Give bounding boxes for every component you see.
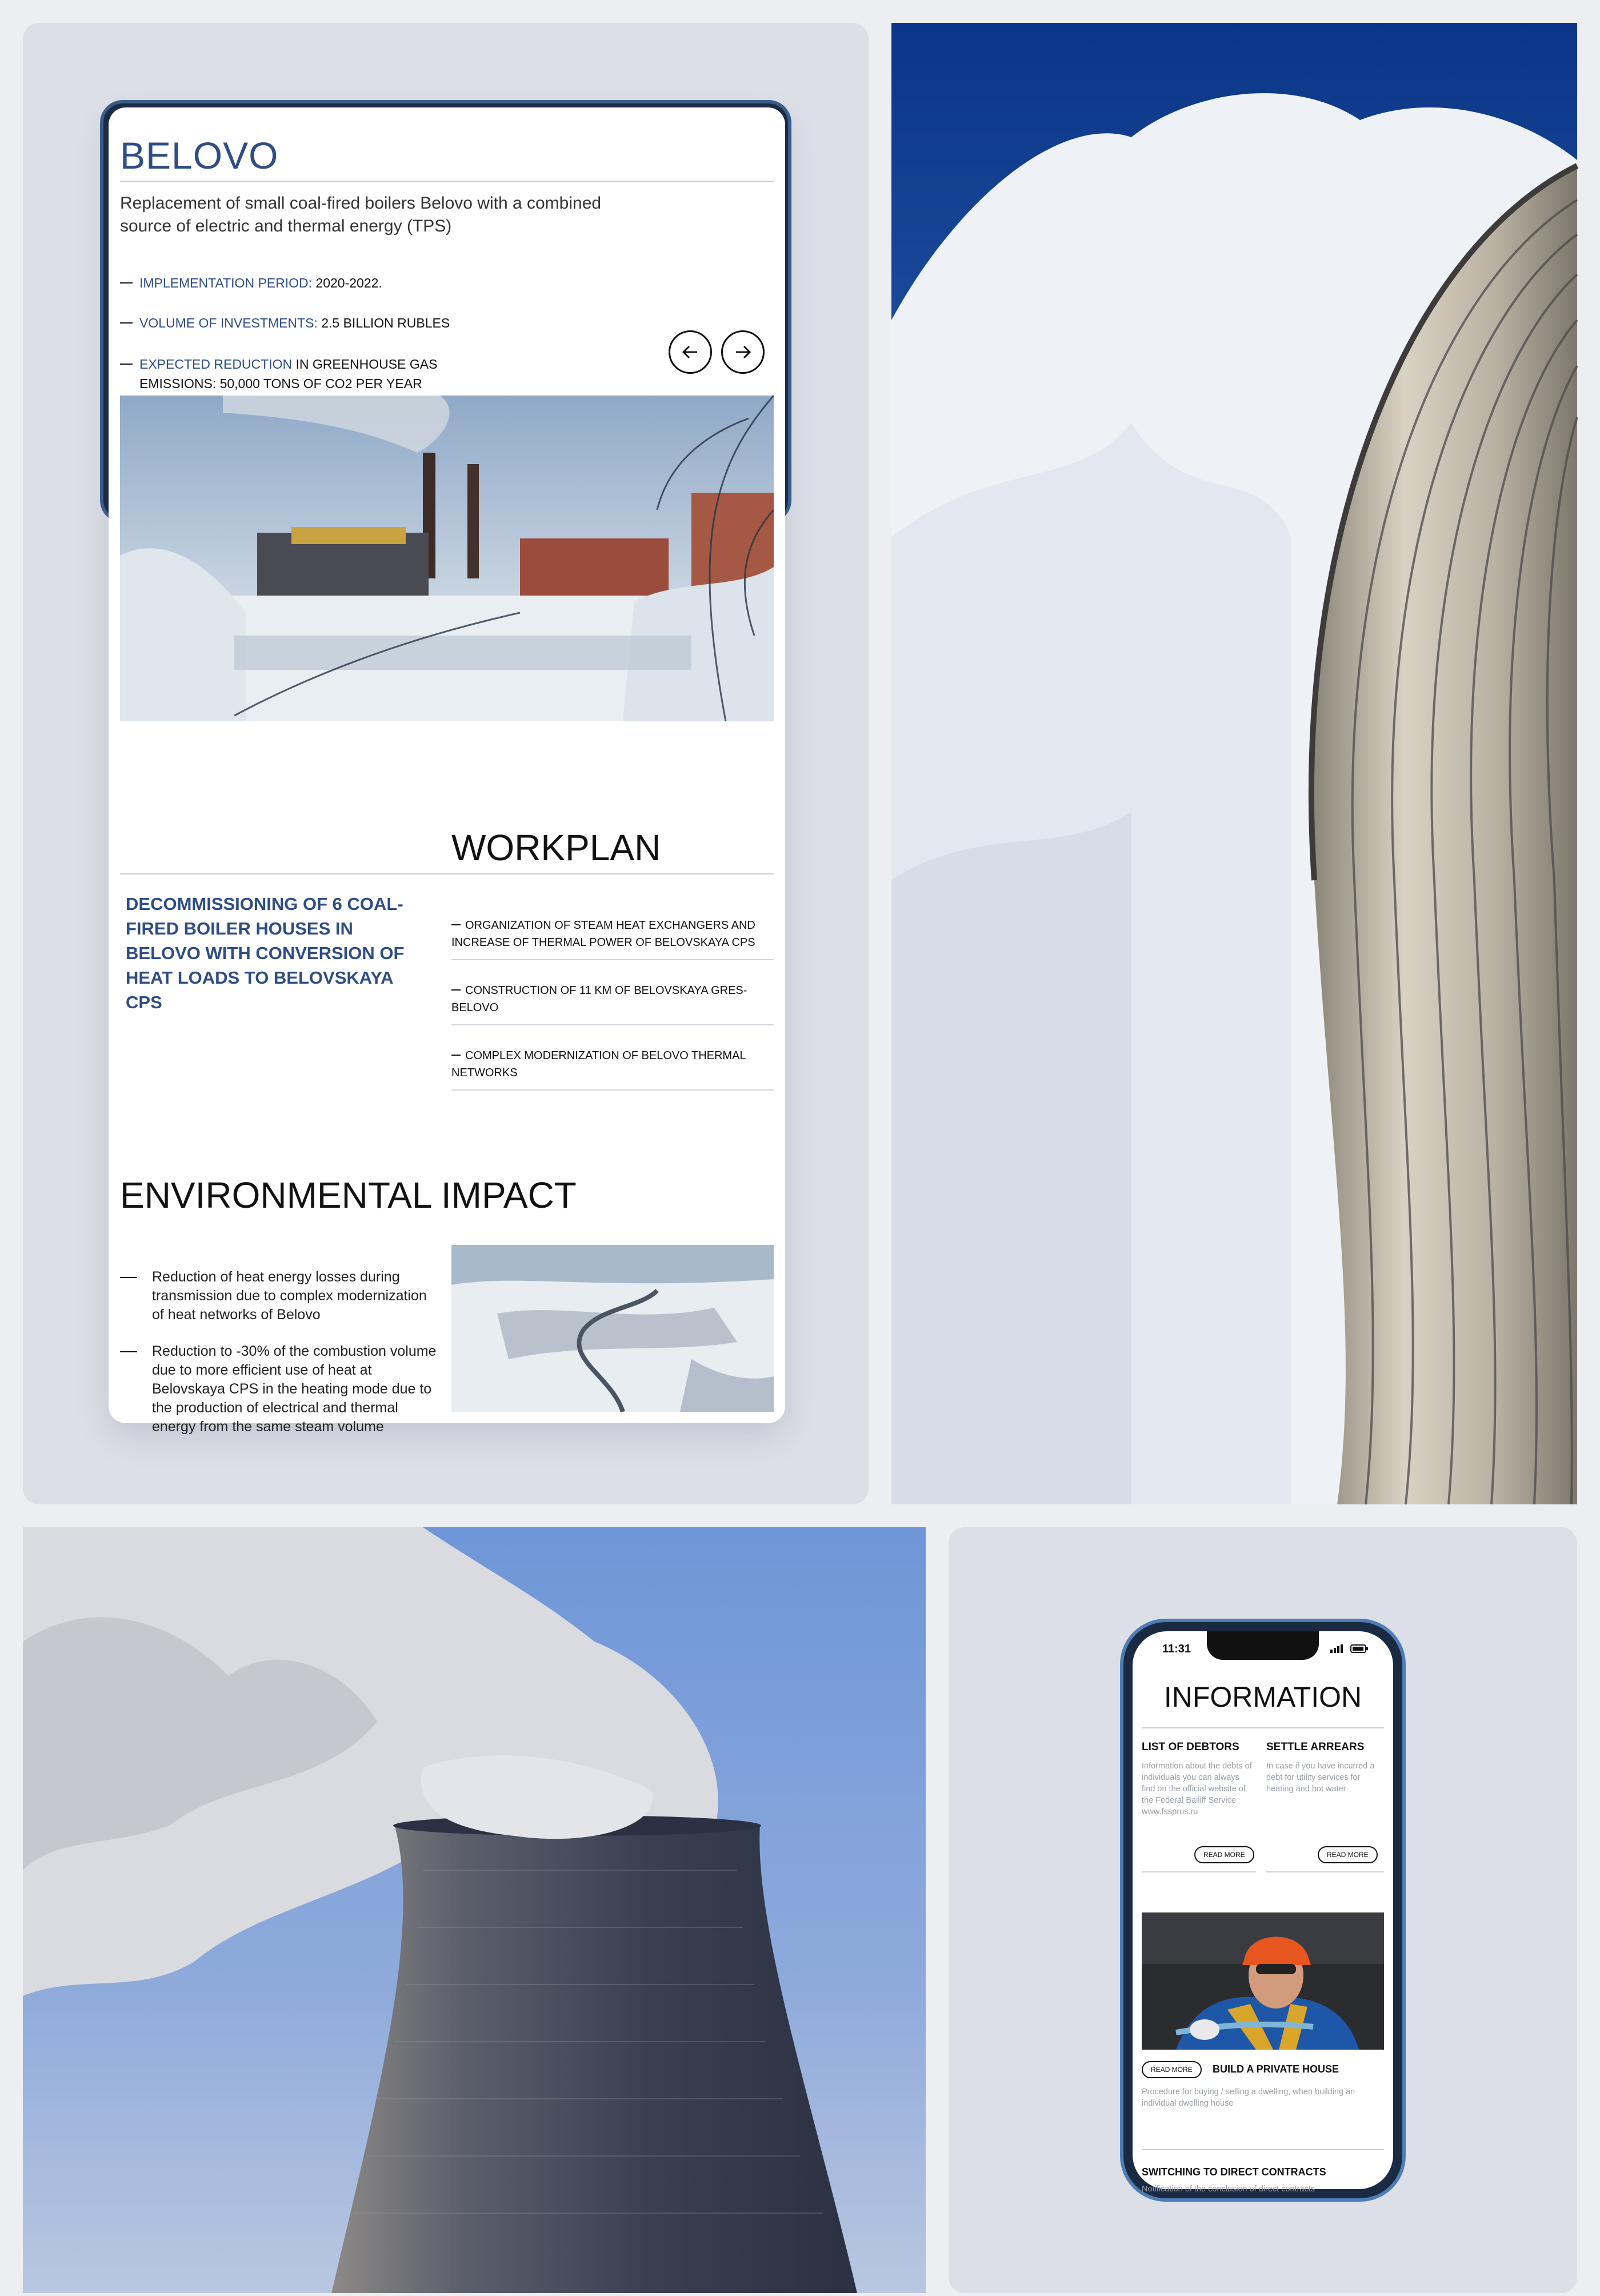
divider xyxy=(1142,1871,1256,1872)
phone-notch xyxy=(1207,1631,1319,1660)
arrow-left-icon xyxy=(679,341,702,364)
next-arrow-button[interactable] xyxy=(721,330,765,374)
stat-value: 2020-2022. xyxy=(312,275,382,290)
workplan-item-text: CONSTRUCTION OF 11 KM OF BELOVSKAYA GRES-BELOVO xyxy=(451,984,747,1014)
stat-label: VOLUME OF INVESTMENTS: xyxy=(139,316,318,330)
stat-investments xyxy=(120,313,520,333)
aerial-snow-landscape-photo xyxy=(451,1245,774,1412)
tablet-screen xyxy=(109,107,785,1435)
information-title: INFORMATION xyxy=(1163,1681,1362,1713)
divider xyxy=(1266,1871,1384,1872)
environment-item-text: Reduction to -30% of the combustion volume due to more efficient use of heat at Belovskaya CPS in the heating mode due to the production of electrical and thermal energy from the same steam volume xyxy=(152,1343,437,1435)
cooling-towers-steam-photo xyxy=(23,1527,926,2293)
bottom-heading: SWITCHING TO DIRECT CONTRACTS xyxy=(1142,2166,1326,2178)
stat-value: IN GREENHOUSE GAS EMISSIONS: 50,000 TONS OF CO2 PER YEAR xyxy=(139,357,438,391)
read-more-debtors-button[interactable]: READ MORE xyxy=(1194,1846,1254,1863)
environment-item-text: Reduction of heat energy losses during transmission due to complex modernization of heat networks of Belovo xyxy=(152,1269,427,1323)
workplan-item xyxy=(451,982,774,1025)
feature-heading: BUILD A PRIVATE HOUSE xyxy=(1213,2063,1339,2075)
phone-mockup-panel xyxy=(949,1527,1577,2293)
signal-battery-icon xyxy=(1330,1643,1370,1654)
stat-value: 2.5 BILLION RUBLES xyxy=(317,316,450,330)
phone-screen xyxy=(1133,1631,1393,2194)
stat-label: IMPLEMENTATION PERIOD: xyxy=(139,275,313,290)
workplan-title: WORKPLAN xyxy=(451,827,661,868)
workplan-item-text: ORGANIZATION OF STEAM HEAT EXCHANGERS AND INCREASE OF THERMAL POWER OF BELOVSKAYA CPS xyxy=(451,919,755,949)
status-icons xyxy=(1330,1643,1370,1657)
divider xyxy=(1142,1727,1384,1728)
workplan-item xyxy=(451,917,774,960)
divider xyxy=(120,181,774,182)
prev-arrow-button[interactable] xyxy=(669,330,712,374)
workplan-item-text: COMPLEX MODERNIZATION OF BELOVO THERMAL NETWORKS xyxy=(451,1049,746,1079)
environmental-impact-title: ENVIRONMENTAL IMPACT xyxy=(120,1175,577,1216)
bottom-text: Notification of the conclusion of direct contracts xyxy=(1142,2185,1315,2194)
environment-item xyxy=(120,1342,440,1436)
stat-reduction xyxy=(120,354,463,393)
divider xyxy=(120,873,774,875)
workplan-highlight: DECOMMISSIONING OF 6 COAL-FIRED BOILER HOUSES IN BELOVO WITH CONVERSION OF HEAT LOADS TO BELOVSKAYA CPS xyxy=(126,894,405,1012)
workplan-item xyxy=(451,1047,774,1091)
read-more-house-button[interactable]: READ MORE xyxy=(1142,2061,1202,2078)
page-title: BELOVO xyxy=(120,134,279,177)
divider xyxy=(1142,2149,1384,2150)
power-plant-winter-photo xyxy=(120,396,774,721)
card-text-debtors: Information about the debts of individuals you can always find on the official website of the Federal Bailiff Service www.fssprus.ru xyxy=(1142,1762,1252,1816)
environment-item xyxy=(120,1268,440,1324)
tablet-mockup-panel xyxy=(23,23,869,1504)
arrow-right-icon xyxy=(731,341,754,364)
stat-label: EXPECTED REDUCTION xyxy=(139,357,293,372)
stat-period xyxy=(120,273,520,293)
read-more-arrears-button[interactable]: READ MORE xyxy=(1318,1846,1378,1863)
card-text-arrears: In case if you have incurred a debt for utility services for heating and hot water xyxy=(1266,1762,1375,1794)
status-time: 11:31 xyxy=(1162,1643,1191,1655)
cooling-tower-closeup-photo xyxy=(891,23,1577,1504)
project-description: Replacement of small coal-fired boilers Belovo with a combined source of electric and thermal energy (TPS) xyxy=(120,194,602,235)
worker-photo xyxy=(1142,1912,1384,2050)
card-heading-debtors: LIST OF DEBTORS xyxy=(1142,1741,1239,1753)
card-heading-arrears: SETTLE ARREARS xyxy=(1266,1741,1365,1753)
feature-text: Procedure for buying / selling a dwelling, when building an individual dwelling house xyxy=(1142,2087,1355,2108)
